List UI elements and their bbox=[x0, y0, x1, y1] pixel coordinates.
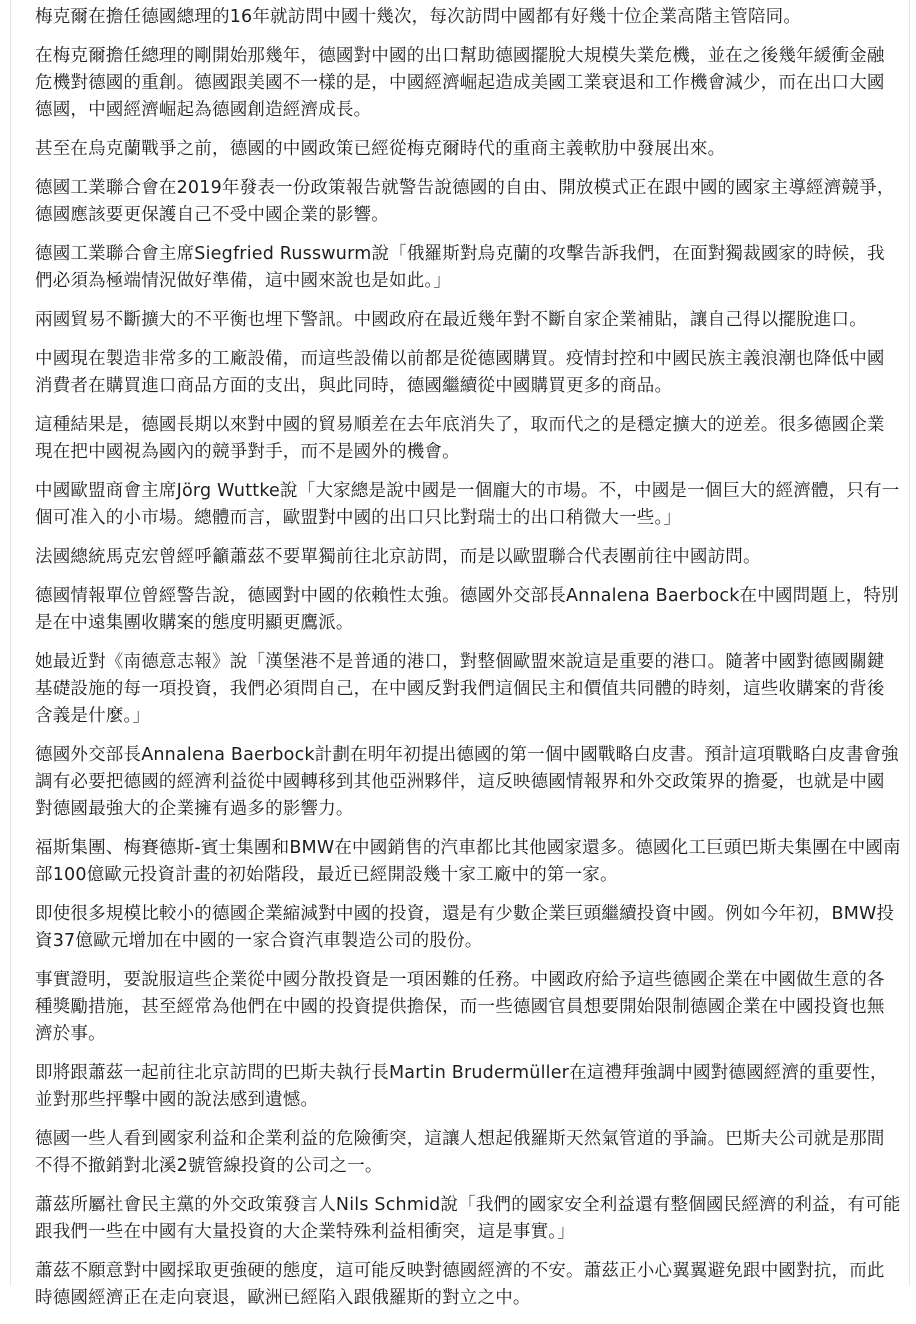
paragraph: 法國總統馬克宏曾經呼籲蕭茲不要單獨前往北京訪問，而是以歐盟聯合代表團前往中國訪問。 bbox=[35, 547, 761, 567]
paragraph: 事實證明，要說服這些企業從中國分散投資是一項困難的任務。中國政府給予這些德國企業在中國做生意的各種獎勵措施，甚至經常為他們在中國的投資提供擔保，而一些德國官員想要開始限制德國企業在中國投資也無濟於事。 bbox=[35, 970, 885, 1044]
paragraph: 梅克爾在擔任德國總理的16年就訪問中國十幾次，每次訪問中國都有好幾十位企業高階主管陪同。 bbox=[35, 7, 802, 27]
paragraph: 這種結果是，德國長期以來對中國的貿易順差在去年底消失了，取而代之的是穩定擴大的逆差。很多德國企業現在把中國視為國內的競爭對手，而不是國外的機會。 bbox=[35, 415, 885, 462]
paragraph: 兩國貿易不斷擴大的不平衡也埋下警訊。中國政府在最近幾年對不斷自家企業補貼，讓自己得以擺脫進口。 bbox=[35, 310, 867, 330]
paragraph: 她最近對《南德意志報》說「漢堡港不是普通的港口，對整個歐盟來說這是重要的港口。隨著中國對德國關鍵基礎設施的每一項投資，我們必須問自己，在中國反對我們這個民主和價值共同體的時刻，這些收購案的背後含義是什麼。」 bbox=[35, 652, 885, 726]
paragraph: 德國工業聯合會主席Siegfried Russwurm說「俄羅斯對烏克蘭的攻擊告訴我們，在面對獨裁國家的時候，我們必須為極端情況做好準備，這中國來說也是如此。」 bbox=[35, 244, 885, 291]
paragraph: 德國一些人看到國家利益和企業利益的危險衝突，這讓人想起俄羅斯天然氣管道的爭論。巴斯夫公司就是那間不得不撤銷對北溪2號管線投資的公司之一。 bbox=[35, 1129, 885, 1176]
paragraph: 即使很多規模比較小的德國企業縮減對中國的投資，還是有少數企業巨頭繼續投資中國。例如今年初，BMW投資37億歐元增加在中國的一家合資汽車製造公司的股份。 bbox=[35, 904, 895, 951]
paragraph: 蕭茲所屬社會民主黨的外交政策發言人Nils Schmid說「我們的國家安全利益還有整個國民經濟的利益，有可能跟我們一些在中國有大量投資的大企業特殊利益相衝突，這是事實。」 bbox=[35, 1195, 901, 1242]
paragraph: 德國情報單位曾經警告說，德國對中國的依賴性太強。德國外交部長Annalena Baerbock在中國問題上，特別是在中遠集團收購案的態度明顯更鷹派。 bbox=[35, 586, 899, 633]
paragraph: 中國歐盟商會主席Jörg Wuttke說「大家總是說中國是一個龐大的市場。不，中國是一個巨大的經濟體，只有一個可准入的小市場。總體而言，歐盟對中國的出口只比對瑞士的出口稍微大一些。」 bbox=[35, 481, 900, 528]
content-frame bbox=[10, 0, 910, 1308]
paragraph: 中國現在製造非常多的工廠設備，而這些設備以前都是從德國購買。疫情封控和中國民族主義浪潮也降低中國消費者在購買進口商品方面的支出，與此同時，德國繼續從中國購買更多的商品。 bbox=[35, 349, 885, 396]
paragraph: 甚至在烏克蘭戰爭之前，德國的中國政策已經從梅克爾時代的重商主義軟肋中發展出來。 bbox=[35, 139, 726, 159]
paragraph: 德國外交部長Annalena Baerbock計劃在明年初提出德國的第一個中國戰略白皮書。預計這項戰略白皮書會強調有必要把德國的經濟利益從中國轉移到其他亞洲夥伴，這反映德國情報界和外交政策界的擔憂，也就是中國對德國最強大的企業擁有過多的影響力。 bbox=[35, 745, 899, 819]
paragraph: 德國工業聯合會在2019年發表一份政策報告就警告說德國的自由、開放模式正在跟中國的國家主導經濟競爭，德國應該要更保護自己不受中國企業的影響。 bbox=[35, 178, 895, 225]
paragraph: 在梅克爾擔任總理的剛開始那幾年，德國對中國的出口幫助德國擺脫大規模失業危機，並在之後幾年緩衝金融危機對德國的重創。德國跟美國不一樣的是，中國經濟崛起造成美國工業衰退和工作機會減少，而在出口大國德國，中國經濟崛起為德國創造經濟成長。 bbox=[35, 46, 885, 120]
paragraph: 即將跟蕭茲一起前往北京訪問的巴斯夫執行長Martin Brudermüller在這禮拜強調中國對德國經濟的重要性，並對那些抨擊中國的說法感到遺憾。 bbox=[35, 1063, 888, 1110]
paragraph: 福斯集團、梅賽德斯-賓士集團和BMW在中國銷售的汽車都比其他國家還多。德國化工巨頭巴斯夫集團在中國南部100億歐元投資計畫的初始階段，最近已經開設幾十家工廠中的第一家。 bbox=[35, 838, 901, 885]
paragraph: 蕭茲不願意對中國採取更強硬的態度，這可能反映對德國經濟的不安。蕭茲正小心翼翼避免跟中國對抗，而此時德國經濟正在走向衰退，歐洲已經陷入跟俄羅斯的對立之中。 bbox=[35, 1261, 885, 1308]
article-body bbox=[35, 4, 901, 1324]
